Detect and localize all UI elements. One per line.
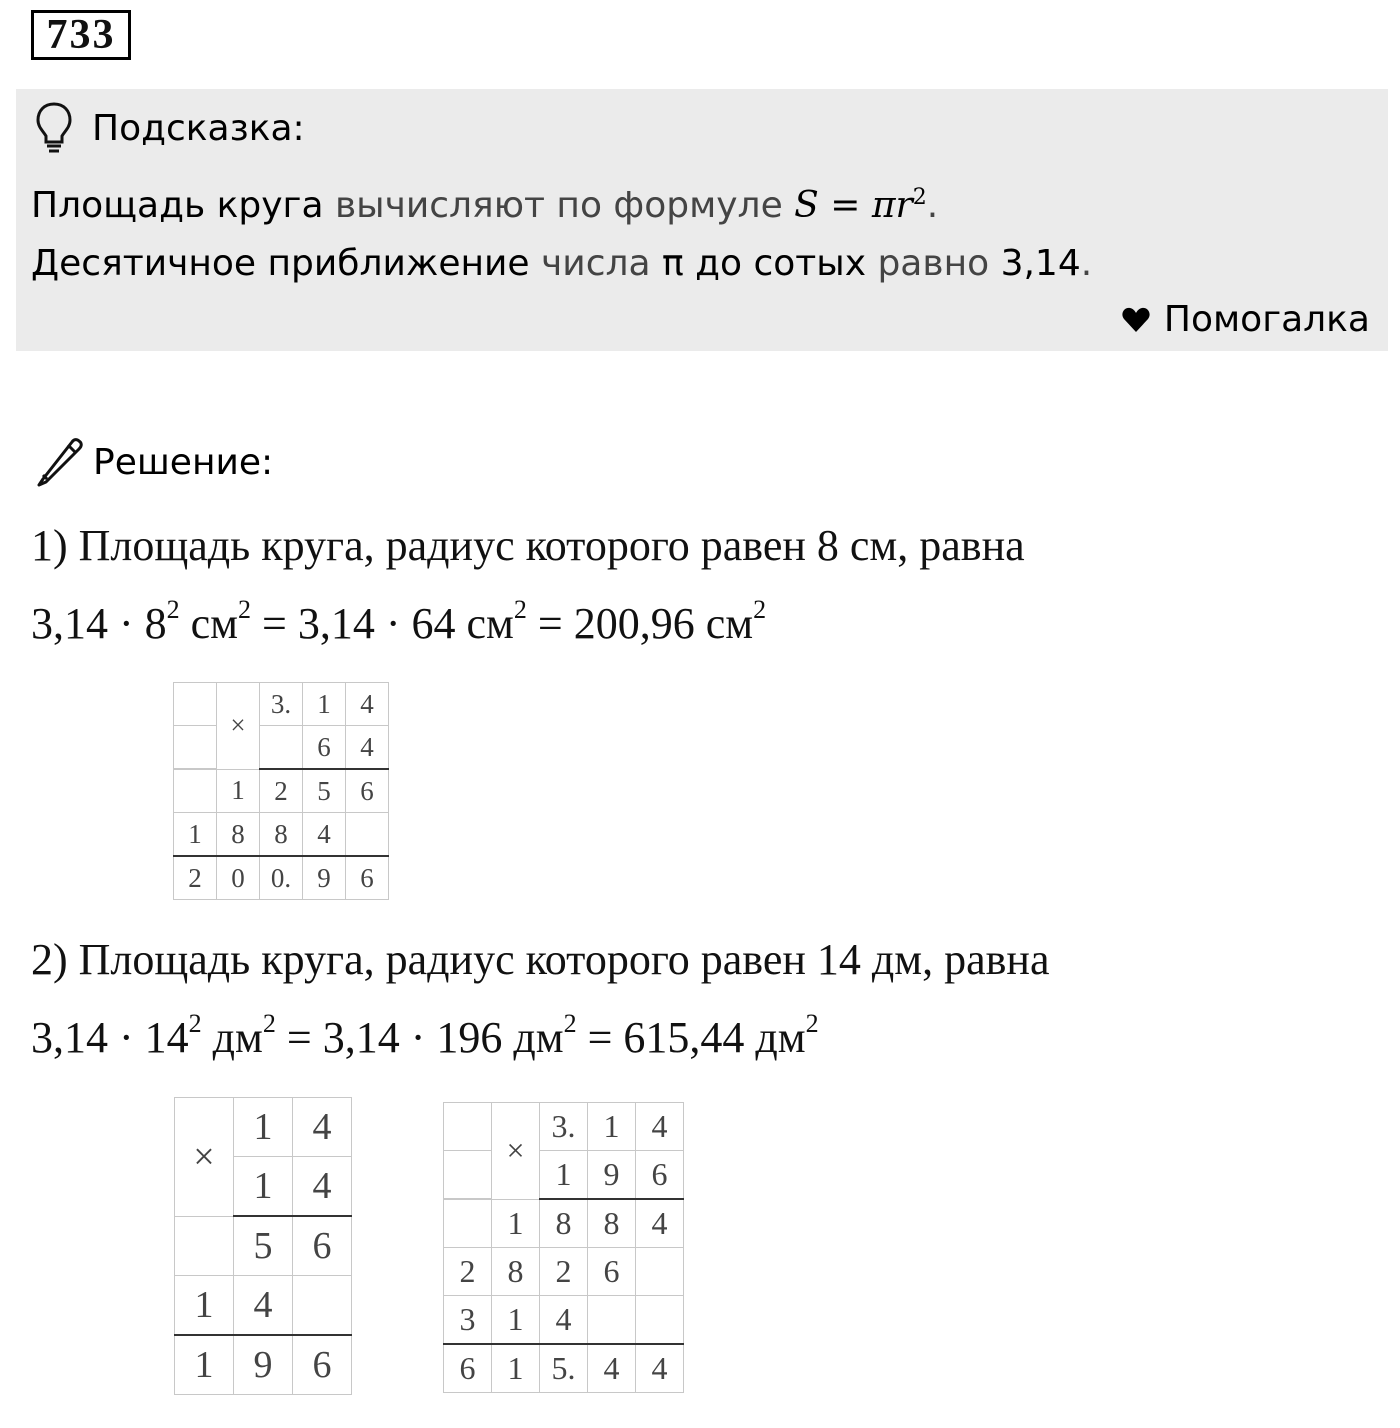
grid-cell: 2 bbox=[444, 1248, 492, 1296]
grid-cell: 4 bbox=[346, 726, 389, 770]
grid-cell: 0. bbox=[260, 856, 303, 900]
formula-exponent: 2 bbox=[912, 185, 927, 210]
pencil-icon bbox=[33, 435, 87, 489]
grid-row bbox=[444, 1199, 684, 1248]
calc-exponent: 2 bbox=[805, 1009, 819, 1038]
grid-cell bbox=[444, 1103, 492, 1151]
grid-row bbox=[444, 1344, 684, 1393]
grid-cell: 2 bbox=[260, 769, 303, 813]
calc-part: = 3,14 · 196 дм bbox=[275, 1013, 564, 1062]
hint-title: Подсказка: bbox=[92, 107, 305, 149]
solution-title: Решение: bbox=[93, 441, 274, 483]
calc-part: = 3,14 · 64 см bbox=[251, 599, 514, 648]
grid-cell: 1 bbox=[234, 1098, 293, 1157]
grid-cell: 5 bbox=[234, 1216, 293, 1276]
task-number: 733 bbox=[31, 10, 131, 60]
grid-cell: 5 bbox=[303, 769, 346, 813]
grid-cell: 2 bbox=[540, 1248, 588, 1296]
grid-cell: 4 bbox=[234, 1276, 293, 1336]
grid-cell bbox=[293, 1276, 352, 1336]
calc-part: = 200,96 см bbox=[526, 599, 754, 648]
grid-cell: 8 bbox=[492, 1248, 540, 1296]
area-formula bbox=[794, 185, 927, 226]
hint-line-formula bbox=[31, 185, 938, 226]
grid-row bbox=[444, 1296, 684, 1345]
grid-cell: 8 bbox=[540, 1199, 588, 1248]
grid-cell: 4 bbox=[303, 813, 346, 857]
grid-cell bbox=[174, 726, 217, 770]
calc-part: 3,14 · 14 bbox=[31, 1013, 189, 1062]
calc-part: см bbox=[179, 599, 239, 648]
calc-exponent: 2 bbox=[563, 1009, 577, 1038]
grid-cell: 6 bbox=[444, 1344, 492, 1393]
grid-cell: 6 bbox=[293, 1335, 352, 1395]
grid-cell: 4 bbox=[636, 1103, 684, 1151]
hint-period: . bbox=[1080, 243, 1093, 284]
grid-cell: 4 bbox=[540, 1296, 588, 1345]
grid-cell: 4 bbox=[588, 1344, 636, 1393]
grid-cell bbox=[174, 683, 217, 726]
multiplication-grid-1 bbox=[173, 682, 389, 900]
grid-row bbox=[175, 1276, 352, 1336]
multiplication-grid-2 bbox=[174, 1097, 352, 1395]
grid-row bbox=[174, 683, 389, 726]
calc-part: дм bbox=[201, 1013, 263, 1062]
grid-row bbox=[175, 1335, 352, 1395]
grid-cell: 6 bbox=[636, 1151, 684, 1200]
grid-cell: 8 bbox=[217, 813, 260, 857]
grid-cell bbox=[260, 726, 303, 770]
grid-cell bbox=[175, 1216, 234, 1276]
grid-cell bbox=[636, 1296, 684, 1345]
calc-exponent: 2 bbox=[262, 1009, 276, 1038]
hint-line-pi bbox=[31, 243, 1092, 284]
calc-exponent: 2 bbox=[238, 595, 252, 624]
grid-cell: 3 bbox=[444, 1296, 492, 1345]
hint-panel bbox=[16, 89, 1388, 351]
step2-calculation bbox=[31, 1009, 819, 1063]
brand-name: Помогалка bbox=[1163, 299, 1370, 340]
grid-cell: 0 bbox=[217, 856, 260, 900]
grid-cell: 1 bbox=[492, 1296, 540, 1345]
grid-cell: 8 bbox=[588, 1199, 636, 1248]
grid-cell bbox=[588, 1296, 636, 1345]
grid-cell: 9 bbox=[234, 1335, 293, 1395]
grid-cell: 6 bbox=[588, 1248, 636, 1296]
grid-cell: 1 bbox=[234, 1157, 293, 1217]
multiply-sign: × bbox=[217, 683, 260, 770]
grid-cell bbox=[174, 769, 217, 813]
grid-cell: 1 bbox=[174, 813, 217, 857]
grid-cell: 1 bbox=[492, 1199, 540, 1248]
grid-cell: 1 bbox=[540, 1151, 588, 1200]
grid-cell: 4 bbox=[636, 1344, 684, 1393]
grid-cell: 3. bbox=[260, 683, 303, 726]
grid-cell: 9 bbox=[588, 1151, 636, 1200]
brand-label bbox=[1122, 299, 1370, 340]
hint-term-approx: Десятичное приближение bbox=[31, 243, 530, 284]
grid-row bbox=[444, 1248, 684, 1296]
grid-cell: 4 bbox=[636, 1199, 684, 1248]
heart-icon bbox=[1122, 307, 1150, 333]
grid-cell bbox=[444, 1199, 492, 1248]
hint-period: . bbox=[926, 185, 939, 226]
grid-cell: 1 bbox=[175, 1335, 234, 1395]
hint-header bbox=[34, 101, 305, 155]
grid-cell: 6 bbox=[346, 769, 389, 813]
grid-cell: 5. bbox=[540, 1344, 588, 1393]
grid-row bbox=[444, 1151, 684, 1200]
calc-part: 3,14 · 8 bbox=[31, 599, 167, 648]
step1-text: 1) Площадь круга, радиус которого равен 8 см, равна bbox=[31, 521, 1025, 570]
grid-row bbox=[174, 769, 389, 813]
grid-cell bbox=[444, 1151, 492, 1200]
grid-cell: 6 bbox=[293, 1216, 352, 1276]
grid-cell: 1 bbox=[492, 1344, 540, 1393]
step2-text: 2) Площадь круга, радиус которого равен 14 дм, равна bbox=[31, 935, 1050, 984]
grid-row bbox=[175, 1216, 352, 1276]
calc-part: = 615,44 дм bbox=[576, 1013, 806, 1062]
grid-cell: 1 bbox=[303, 683, 346, 726]
hint-text: числа bbox=[529, 243, 662, 284]
calc-exponent: 2 bbox=[753, 595, 767, 624]
grid-cell: 6 bbox=[346, 856, 389, 900]
grid-cell: 1 bbox=[175, 1276, 234, 1336]
grid-cell bbox=[346, 813, 389, 857]
grid-cell: 6 bbox=[303, 726, 346, 770]
multiply-sign: × bbox=[175, 1098, 234, 1217]
calc-exponent: 2 bbox=[166, 595, 180, 624]
solution-header bbox=[33, 435, 273, 489]
multiplication-grid-3 bbox=[443, 1102, 684, 1393]
multiply-sign: × bbox=[492, 1103, 540, 1200]
formula-base: S = πr bbox=[794, 185, 913, 226]
hint-pi-value: 3,14 bbox=[1000, 243, 1081, 284]
grid-row bbox=[444, 1103, 684, 1151]
grid-cell: 3. bbox=[540, 1103, 588, 1151]
hint-term-area: Площадь круга bbox=[31, 185, 324, 226]
calc-exponent: 2 bbox=[188, 1009, 202, 1038]
grid-cell bbox=[636, 1248, 684, 1296]
hint-term-pi: π до сотых bbox=[662, 243, 866, 284]
grid-cell: 1 bbox=[588, 1103, 636, 1151]
calc-exponent: 2 bbox=[513, 595, 527, 624]
grid-cell: 9 bbox=[303, 856, 346, 900]
grid-row bbox=[175, 1098, 352, 1157]
grid-cell: 2 bbox=[174, 856, 217, 900]
grid-cell: 4 bbox=[293, 1157, 352, 1217]
hint-text: равно bbox=[866, 243, 1001, 284]
grid-cell: 1 bbox=[217, 769, 260, 813]
hint-text: вычисляют по формуле bbox=[323, 185, 795, 226]
grid-cell: 4 bbox=[293, 1098, 352, 1157]
step1-calculation bbox=[31, 595, 767, 649]
grid-row bbox=[174, 726, 389, 770]
grid-row bbox=[174, 856, 389, 900]
grid-row bbox=[174, 813, 389, 857]
lightbulb-icon bbox=[34, 101, 74, 155]
grid-cell: 4 bbox=[346, 683, 389, 726]
grid-cell: 8 bbox=[260, 813, 303, 857]
